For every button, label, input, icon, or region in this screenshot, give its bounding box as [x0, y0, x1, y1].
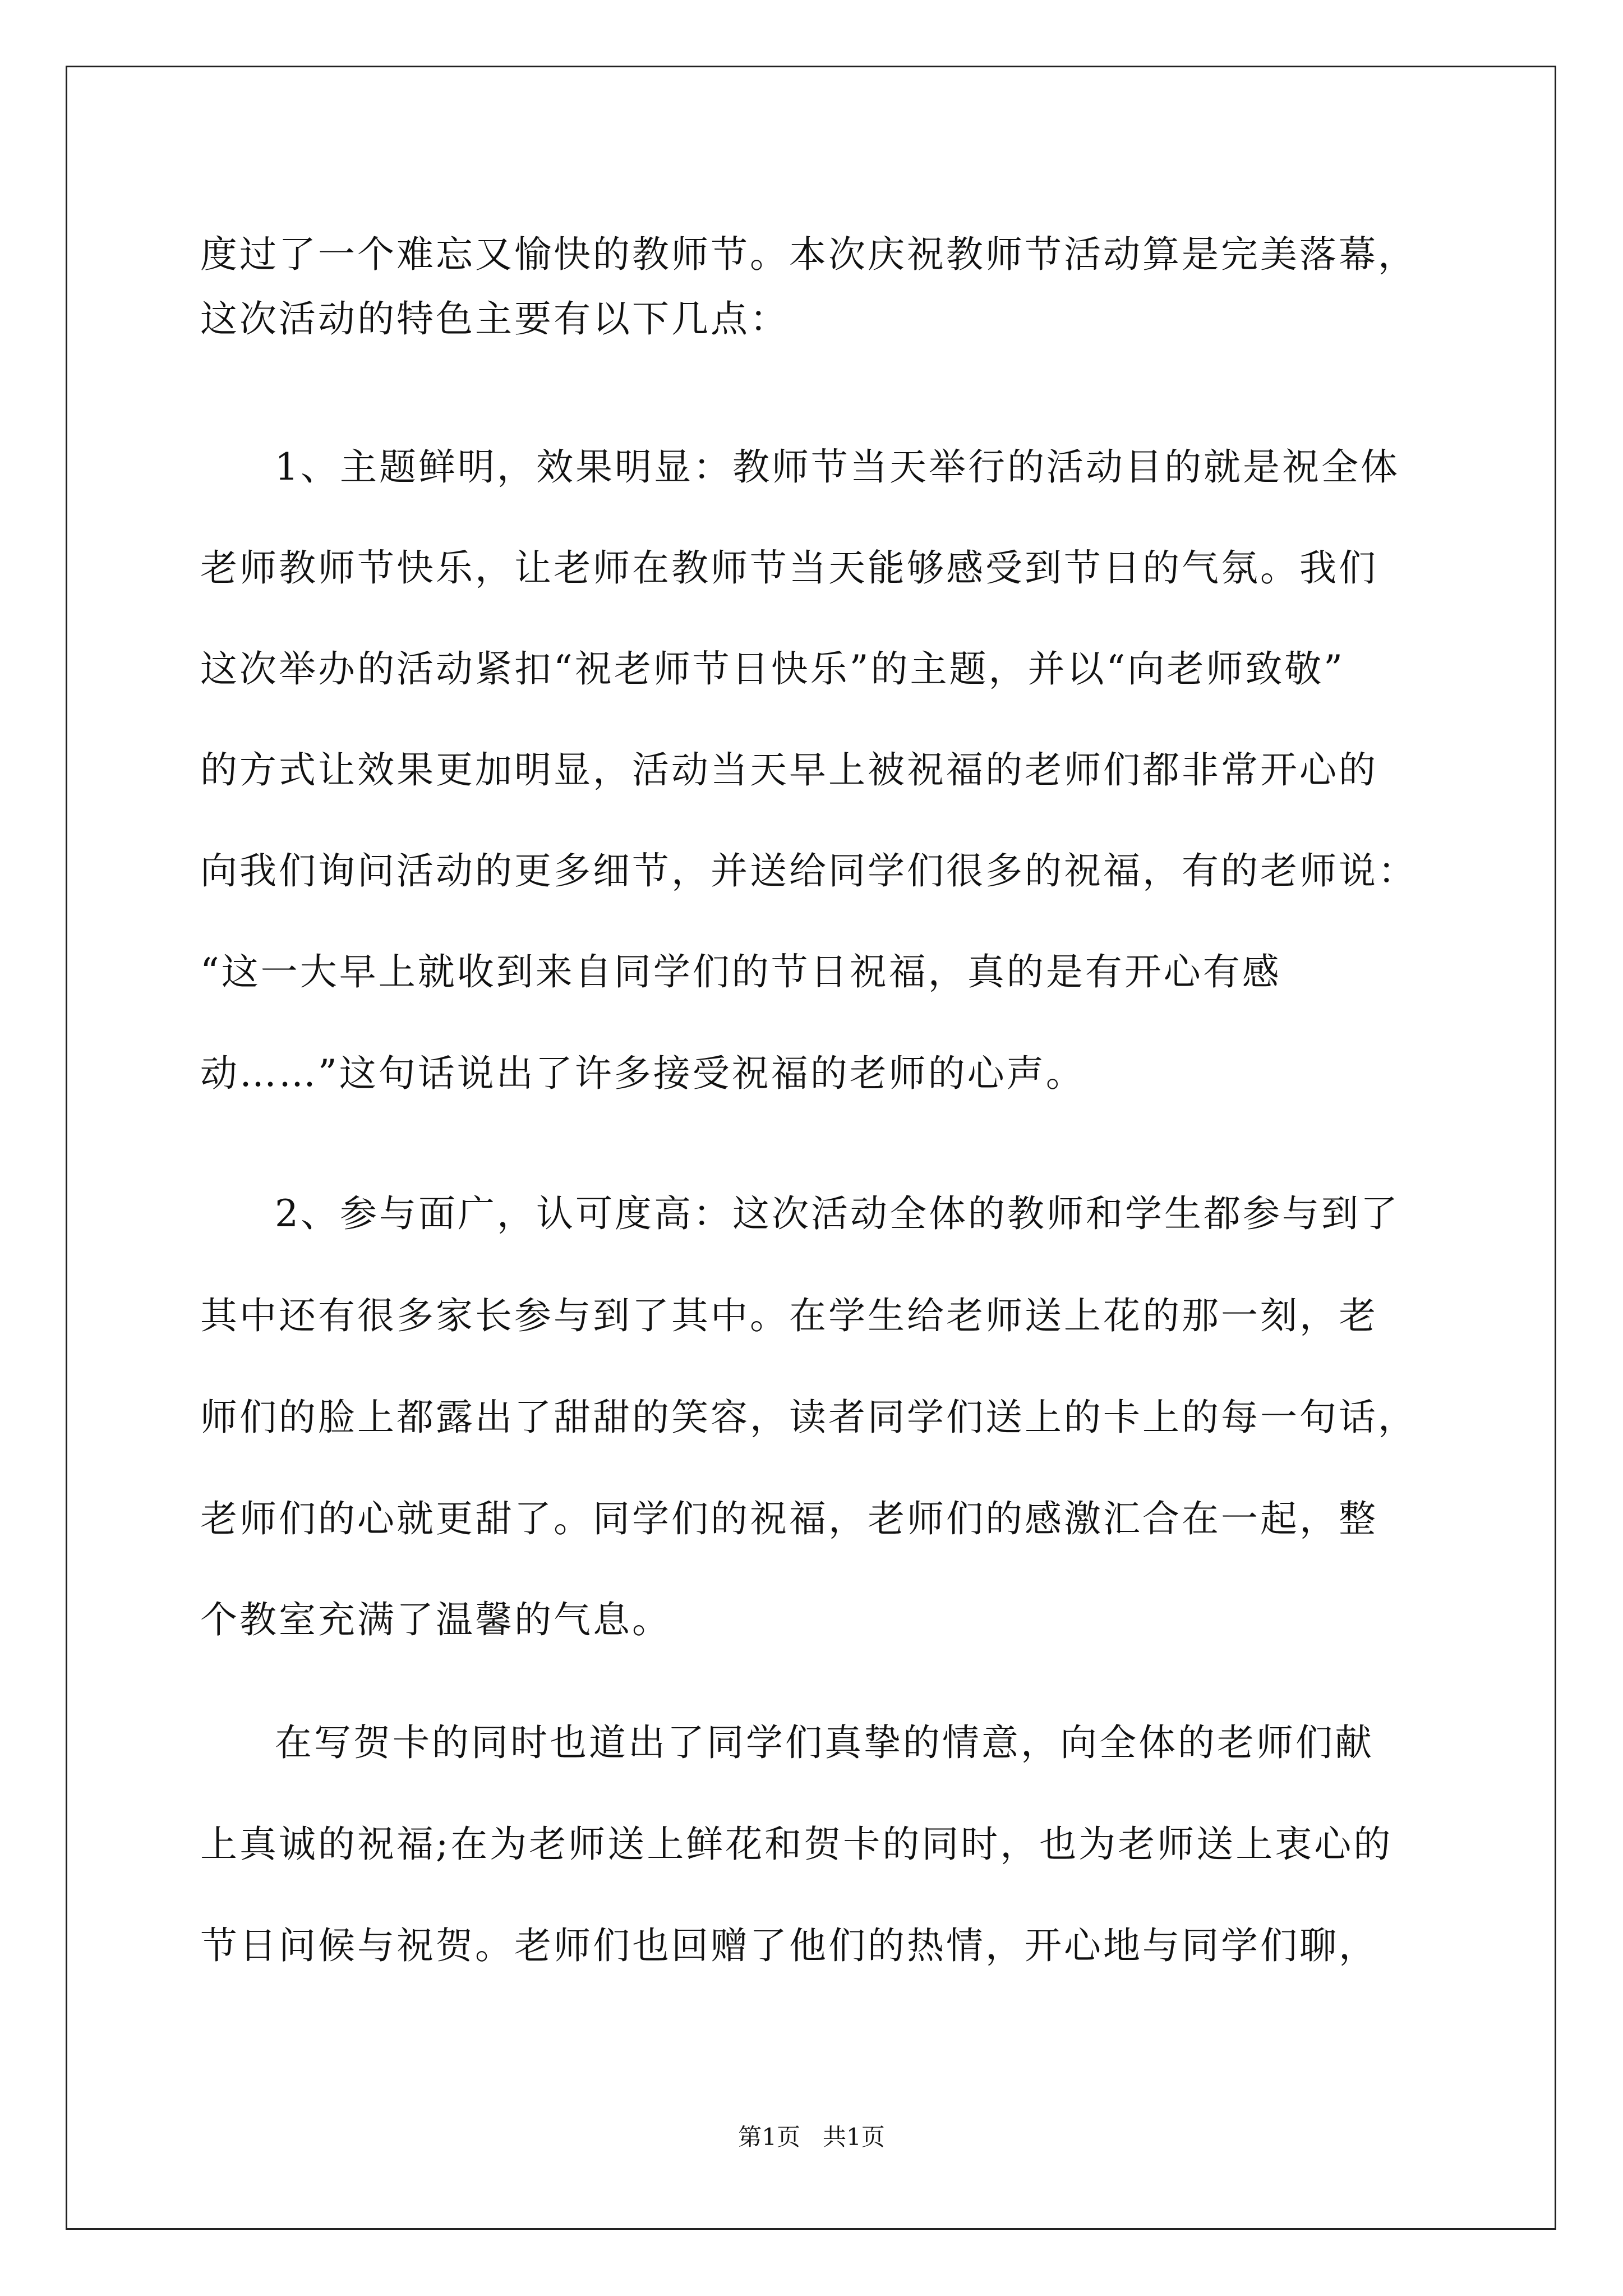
text-line: 向我们询问活动的更多细节，并送给同学们很多的祝福，有的老师说：	[200, 849, 1417, 892]
text-line: 上真诚的祝福;在为老师送上鲜花和贺卡的同时，也为老师送上衷心的	[200, 1823, 1393, 1866]
text-line: 的方式让效果更加明显，活动当天早上被祝福的老师们都非常开心的	[200, 748, 1378, 792]
text-line: 这次举办的活动紧扣“祝老师节日快乐”的主题，并以“向老师致敬”	[200, 647, 1345, 691]
text-line: 度过了一个难忘又愉快的教师节。本次庆祝教师节活动算是完美落幕，	[200, 233, 1417, 276]
page-frame	[66, 66, 1556, 2230]
text-line: 节日问候与祝贺。老师们也回赠了他们的热情，开心地与同学们聊，	[200, 1924, 1378, 1967]
text-line: 其中还有很多家长参与到了其中。在学生给老师送上花的那一刻，老	[200, 1294, 1378, 1337]
text-line: 2、参与面广，认可度高：这次活动全体的教师和学生都参与到了	[275, 1192, 1400, 1235]
text-line: 这次活动的特色主要有以下几点：	[200, 297, 789, 341]
text-line: “这一大早上就收到来自同学们的节日祝福，真的是有开心有感	[200, 950, 1281, 993]
text-line: 动……”这句话说出了许多接受祝福的老师的心声。	[200, 1052, 1085, 1095]
text-line: 老师教师节快乐，让老师在教师节当天能够感受到节日的气氛。我们	[200, 546, 1378, 590]
page-number-footer: 第1页 共1页	[738, 2123, 885, 2151]
text-line: 个教室充满了温馨的气息。	[200, 1598, 671, 1641]
text-line: 老师们的心就更甜了。同学们的祝福，老师们的感激汇合在一起，整	[200, 1497, 1378, 1540]
text-line: 师们的脸上都露出了甜甜的笑容，读者同学们送上的卡上的每一句话，	[200, 1396, 1417, 1439]
text-line: 1、主题鲜明，效果明显：教师节当天举行的活动目的就是祝全体	[275, 445, 1400, 489]
text-line: 在写贺卡的同时也道出了同学们真挚的情意，向全体的老师们献	[275, 1721, 1374, 1764]
